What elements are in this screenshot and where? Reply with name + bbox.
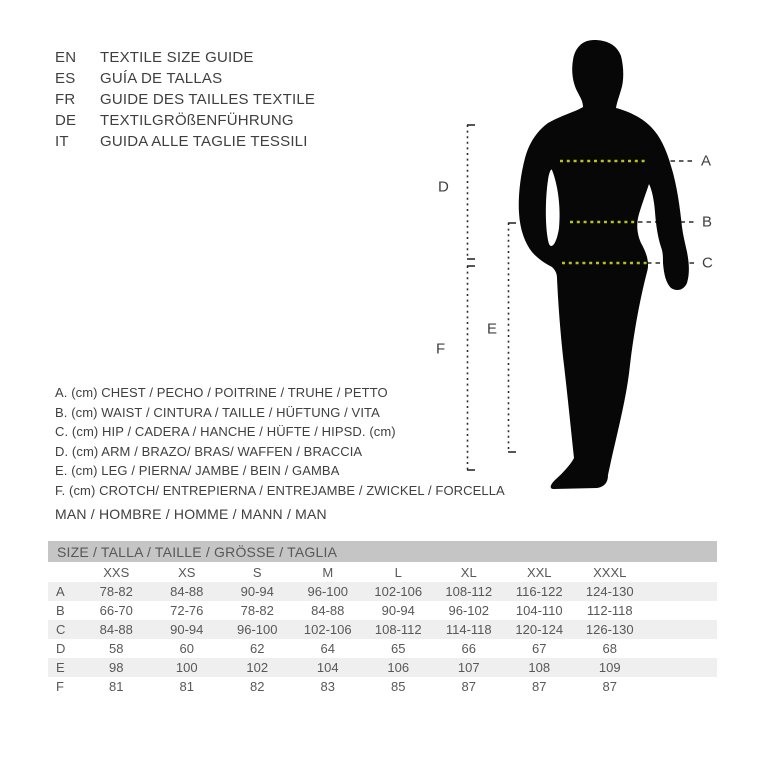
cell: 84-88 — [311, 603, 345, 618]
cell: 124-130 — [585, 584, 634, 599]
cell: 78-82 — [240, 603, 274, 618]
table-row — [48, 601, 717, 620]
column-header: XL — [460, 564, 477, 580]
leg-label: E — [487, 320, 498, 338]
row-label: D — [56, 641, 66, 656]
language-title: TEXTILGRÖßENFÜHRUNG — [100, 112, 294, 129]
cell: 90-94 — [170, 622, 204, 637]
cell: 116-122 — [515, 584, 563, 599]
cell: 98 — [109, 660, 124, 675]
cell: 81 — [179, 679, 194, 694]
measurement-legend — [55, 383, 505, 501]
cell: 100 — [175, 660, 198, 675]
cell: 108-112 — [445, 584, 493, 599]
cell: 102-106 — [303, 622, 352, 637]
gender-line: MAN / HOMBRE / HOMME / MANN / MAN — [55, 506, 327, 522]
language-code: IT — [55, 133, 69, 150]
table-row — [48, 658, 717, 677]
hip-label: C — [702, 254, 714, 272]
cell: 96-100 — [307, 584, 348, 599]
cell: 87 — [602, 679, 617, 694]
legend-line-arm: D. (cm) ARM / BRAZO/ BRAS/ WAFFEN / BRACCIA — [55, 443, 363, 459]
cell: 84-88 — [170, 584, 204, 599]
size-table-title-row — [48, 541, 717, 562]
spacer-cell — [645, 677, 717, 696]
cell: 87 — [461, 679, 476, 694]
cell: 90-94 — [381, 603, 415, 618]
row-label: C — [56, 622, 66, 637]
arm-label: D — [438, 178, 450, 196]
spacer-cell — [645, 582, 717, 601]
table-row — [48, 620, 717, 639]
cell: 104 — [316, 660, 339, 675]
cell: 65 — [391, 641, 406, 656]
spacer-cell — [645, 620, 717, 639]
language-code: FR — [55, 91, 76, 108]
cell: 84-88 — [99, 622, 133, 637]
row-label: A — [56, 584, 65, 599]
language-title: GUIDE DES TAILLES TEXTILE — [100, 91, 316, 108]
cell: 96-102 — [448, 603, 489, 618]
cell: 126-130 — [585, 622, 634, 637]
cell: 96-100 — [237, 622, 278, 637]
cell: 109 — [598, 660, 621, 675]
column-header: XXL — [526, 564, 552, 580]
legend-line-hip: C. (cm) HIP / CADERA / HANCHE / HÜFTE / HIPSD. (cm) — [55, 424, 396, 440]
crotch-label: F — [436, 340, 446, 358]
cell: 83 — [320, 679, 335, 694]
cell: 108 — [528, 660, 551, 675]
column-header: XXS — [103, 564, 130, 580]
language-title: GUÍA DE TALLAS — [100, 70, 223, 87]
language-code: DE — [55, 112, 77, 129]
cell: 64 — [320, 641, 335, 656]
waist-label: B — [702, 213, 713, 231]
legend-line-waist: B. (cm) WAIST / CINTURA / TAILLE / HÜFTUNG / VITA — [55, 404, 380, 420]
column-header: XS — [178, 564, 196, 580]
cell: 120-124 — [515, 622, 564, 637]
cell: 60 — [179, 641, 194, 656]
legend-line-chest: A. (cm) CHEST / PECHO / POITRINE / TRUHE / PETTO — [55, 385, 388, 400]
table-row — [48, 639, 717, 658]
cell: 90-94 — [240, 584, 274, 599]
cell: 87 — [532, 679, 547, 694]
cell: 66 — [461, 641, 476, 656]
spacer-cell — [645, 601, 717, 620]
size-table-body — [48, 541, 717, 696]
language-code: EN — [55, 49, 77, 66]
language-code: ES — [55, 70, 76, 87]
cell: 58 — [109, 641, 124, 656]
cell: 102-106 — [374, 584, 423, 599]
corner-cell — [48, 562, 81, 582]
column-header: XXXL — [593, 564, 627, 580]
column-header: M — [322, 564, 334, 580]
cell: 106 — [387, 660, 410, 675]
size-table-column-header-row — [48, 562, 717, 582]
cell: 112-118 — [586, 603, 633, 618]
cell: 81 — [109, 679, 124, 694]
size-table — [48, 541, 717, 696]
cell: 102 — [246, 660, 269, 675]
cell: 67 — [532, 641, 547, 656]
table-row — [48, 582, 717, 601]
language-title: GUIDA ALLE TAGLIE TESSILI — [100, 133, 308, 150]
column-header: S — [252, 564, 262, 580]
cell: 104-110 — [515, 603, 563, 618]
cell: 85 — [391, 679, 406, 694]
spacer-cell — [645, 658, 717, 677]
row-label: F — [56, 679, 64, 694]
row-label: E — [56, 660, 65, 675]
column-header: L — [394, 564, 402, 580]
cell: 108-112 — [374, 622, 422, 637]
cell: 107 — [457, 660, 480, 675]
man-silhouette — [519, 40, 689, 489]
legend-line-crotch: F. (cm) CROTCH/ ENTREPIERNA / ENTREJAMBE / ZWICKEL / FORCELLA — [55, 482, 505, 498]
size-table-title: SIZE / TALLA / TAILLE / GRÖSSE / TAGLIA — [48, 541, 717, 562]
table-row — [48, 677, 717, 696]
row-label: B — [56, 603, 65, 618]
language-title: TEXTILE SIZE GUIDE — [100, 49, 254, 66]
cell: 72-76 — [170, 603, 204, 618]
cell: 114-118 — [445, 622, 492, 637]
spacer-cell — [645, 562, 717, 582]
cell: 66-70 — [99, 603, 133, 618]
cell: 62 — [250, 641, 265, 656]
cell: 82 — [250, 679, 265, 694]
cell: 78-82 — [99, 584, 133, 599]
spacer-cell — [645, 639, 717, 658]
chest-label: A — [701, 152, 712, 170]
legend-line-leg: E. (cm) LEG / PIERNA/ JAMBE / BEIN / GAMBA — [55, 463, 340, 479]
cell: 68 — [602, 641, 617, 656]
